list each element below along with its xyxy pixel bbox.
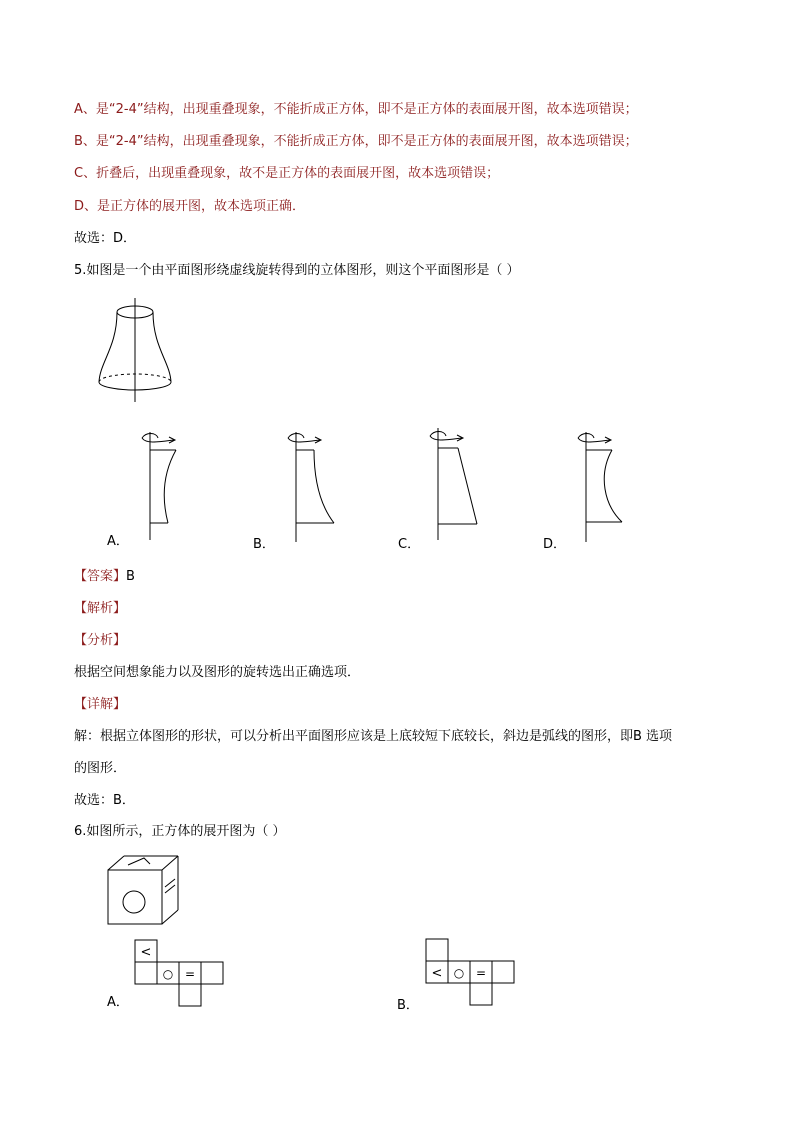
q6-net-a-figure — [134, 939, 226, 1007]
net-b-circle-symbol: ○ — [453, 966, 465, 980]
q5-option-a-figure — [138, 430, 198, 542]
jiexi-tag: 【解析】 — [74, 601, 127, 616]
q5-option-a-label: A． — [107, 534, 129, 549]
net-a-equal-symbol: = — [184, 967, 196, 981]
net-a-less-symbol: < — [140, 945, 152, 960]
net-a-circle-symbol: ○ — [162, 967, 174, 981]
q6-net-b-figure — [424, 937, 518, 1007]
q5-option-d-figure — [574, 430, 634, 544]
q5-option-b-label: B． — [253, 537, 275, 552]
q6-stem: 6.如图所示，正方体的展开图为（ ） — [74, 824, 286, 839]
q5-choice: 故选：B． — [74, 793, 135, 808]
analysis-option-b: B、是“2-4”结构，出现重叠现象，不能折成正方体，即不是正方体的表面展开图，故本选项错误； — [74, 134, 638, 149]
analysis-option-d: D、是正方体的展开图，故本选项正确． — [74, 199, 306, 214]
detail-line-2: 的图形． — [74, 761, 127, 776]
q6-option-b-label: B． — [397, 998, 419, 1013]
answer-tag: 【答案】 — [74, 569, 127, 584]
q5-solid-figure — [92, 292, 188, 406]
answer-value: B — [126, 569, 135, 584]
analysis-option-c: C、折叠后，出现重叠现象，故不是正方体的表面展开图，故本选项错误； — [74, 166, 500, 181]
q6-cube-figure — [104, 852, 184, 926]
net-b-equal-symbol: = — [475, 966, 487, 980]
q5-answer — [74, 568, 135, 586]
fenxi-text: 根据空间想象能力以及图形的旋转选出正确选项． — [74, 665, 361, 680]
q5-option-c-label: C． — [398, 537, 421, 552]
xiangjie-tag: 【详解】 — [74, 697, 127, 712]
analysis-option-a: A、是“2-4”结构，出现重叠现象，不能折成正方体，即不是正方体的表面展开图，故本选项错误； — [74, 102, 638, 117]
q5-stem: 5.如图是一个由平面图形绕虚线旋转得到的立体图形，则这个平面图形是（ ） — [74, 263, 520, 278]
detail-line-1: 解：根据立体图形的形状，可以分析出平面图形应该是上底较短下底较长，斜边是弧线的图形，即B 选项 — [74, 729, 673, 744]
q6-option-a-label: A． — [107, 995, 129, 1010]
net-b-less-symbol: < — [431, 966, 443, 981]
previous-choice: 故选：D． — [74, 231, 137, 246]
q5-option-c-figure — [426, 426, 486, 542]
q5-option-b-figure — [284, 430, 344, 544]
q5-option-d-label: D． — [543, 537, 567, 552]
fenxi-tag: 【分析】 — [74, 633, 127, 648]
